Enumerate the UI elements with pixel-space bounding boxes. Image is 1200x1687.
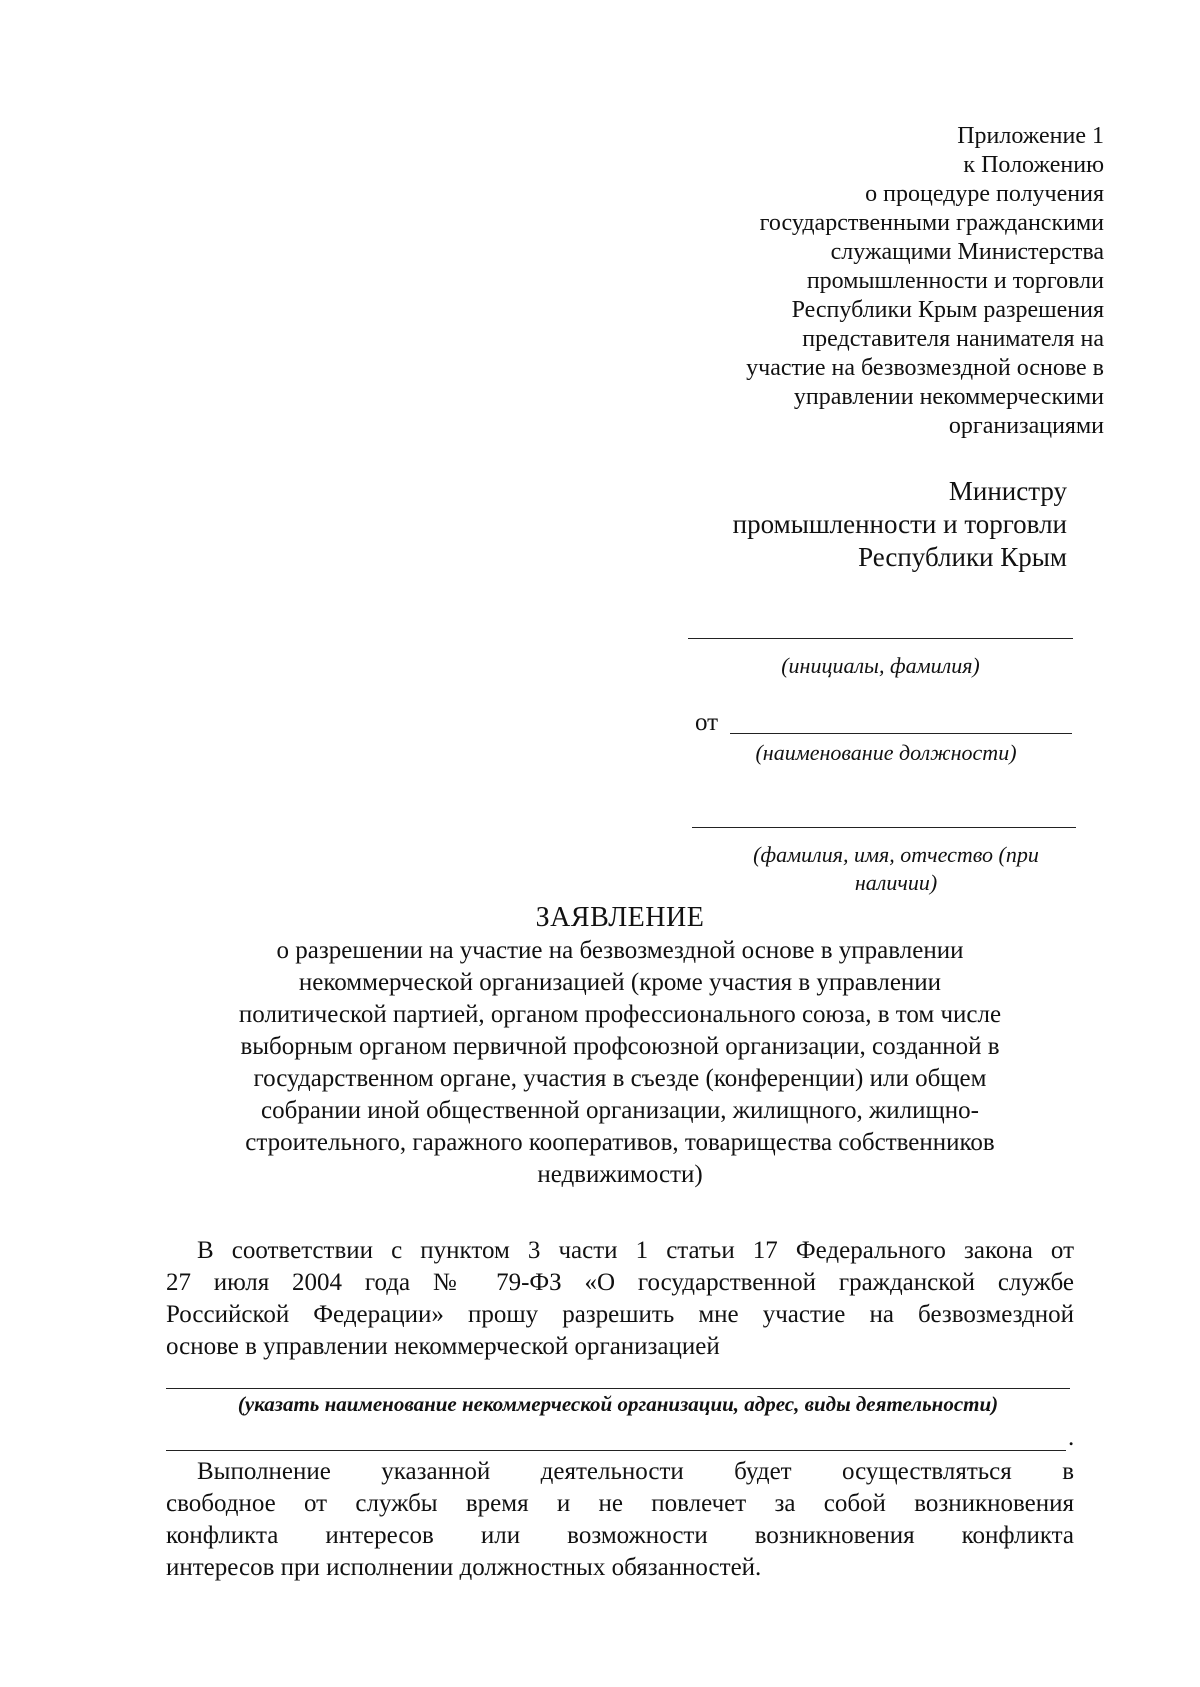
statement-subtitle-line: выборным органом первичной профсоюзной организации, созданной в bbox=[240, 1033, 1000, 1060]
fio-caption-line2: наличии) bbox=[854, 870, 938, 895]
paragraph-line: основе в управлении некоммерческой организацией bbox=[166, 1333, 720, 1360]
paragraph-line: интересов при исполнении должностных обязанностей. bbox=[166, 1554, 762, 1581]
appendix-line: промышленности и торговли bbox=[806, 268, 1104, 294]
paragraph-line: 27 июля 2004 года № 79-ФЗ «О государственной гражданской службе bbox=[166, 1269, 1074, 1296]
org-caption: (указать наименование некоммерческой организации, адрес, виды деятельности) bbox=[237, 1392, 999, 1416]
org-blank-line-2 bbox=[166, 1450, 1066, 1451]
appendix-line: служащими Министерства bbox=[830, 239, 1104, 265]
appendix-line: управлении некоммерческими bbox=[793, 384, 1104, 410]
paragraph-line: свободное от службы время и не повлечет за собой возникновения bbox=[166, 1490, 1074, 1517]
statement-subtitle-line: о разрешении на участие на безвозмездной основе в управлении bbox=[276, 937, 964, 964]
appendix-block bbox=[684, 122, 1104, 441]
fio-blank-line bbox=[692, 827, 1076, 828]
appendix-line: организациями bbox=[948, 413, 1104, 439]
appendix-line: Республики Крым разрешения bbox=[791, 297, 1104, 323]
statement-subtitle-line: некоммерческой организацией (кроме участия в управлении bbox=[298, 969, 942, 996]
appendix-line: о процедуре получения bbox=[865, 181, 1104, 207]
appendix-line: государственными гражданскими bbox=[759, 210, 1104, 236]
addressee-line: промышленности и торговли bbox=[732, 509, 1067, 539]
initials-caption: (инициалы, фамилия) bbox=[781, 653, 980, 678]
period-mark: . bbox=[1068, 1424, 1075, 1451]
paragraph-line: Выполнение указанной деятельности будет осуществляться в bbox=[197, 1458, 1074, 1485]
fio-caption-line1: (фамилия, имя, отчество (при bbox=[753, 842, 1039, 867]
paragraph-line: В соответствии с пунктом 3 части 1 статьи 17 Федерального закона от bbox=[197, 1237, 1074, 1264]
org-blank-line-1 bbox=[166, 1388, 1070, 1389]
statement-subtitle-line: строительного, гаражного кооперативов, товарищества собственников bbox=[245, 1129, 995, 1156]
from-label: от bbox=[695, 709, 719, 736]
paragraph-line: конфликта интересов или возможности возникновения конфликта bbox=[166, 1522, 1074, 1549]
addressee-line: Министру bbox=[948, 476, 1067, 506]
statement-heading: ЗАЯВЛЕНИЕ bbox=[535, 902, 705, 933]
conflict-paragraph bbox=[166, 1456, 1074, 1584]
position-caption: (наименование должности) bbox=[755, 740, 1017, 765]
statement-subtitle-line: политической партией, органом профессионального союза, в том числе bbox=[238, 1001, 1002, 1028]
initials-blank-line bbox=[688, 638, 1073, 639]
addressee-line: Республики Крым bbox=[858, 542, 1067, 572]
position-blank-line bbox=[730, 733, 1072, 734]
paragraph-line: Российской Федерации» прошу разрешить мне участие на безвозмездной bbox=[166, 1301, 1074, 1328]
appendix-line: участие на безвозмездной основе в bbox=[746, 355, 1104, 381]
statement-title-block bbox=[160, 902, 1080, 1191]
statement-subtitle-line: недвижимости) bbox=[537, 1161, 703, 1188]
appendix-line: Приложение 1 bbox=[957, 123, 1104, 149]
statement-subtitle-line: государственном органе, участия в съезде (конференции) или общем bbox=[253, 1065, 987, 1092]
appendix-line: к Положению bbox=[963, 152, 1104, 178]
addressee-block bbox=[667, 475, 1067, 574]
statement-subtitle-line: собрании иной общественной организации, жилищного, жилищно- bbox=[261, 1097, 979, 1124]
request-paragraph bbox=[166, 1235, 1074, 1363]
appendix-line: представителя нанимателя на bbox=[802, 326, 1104, 352]
